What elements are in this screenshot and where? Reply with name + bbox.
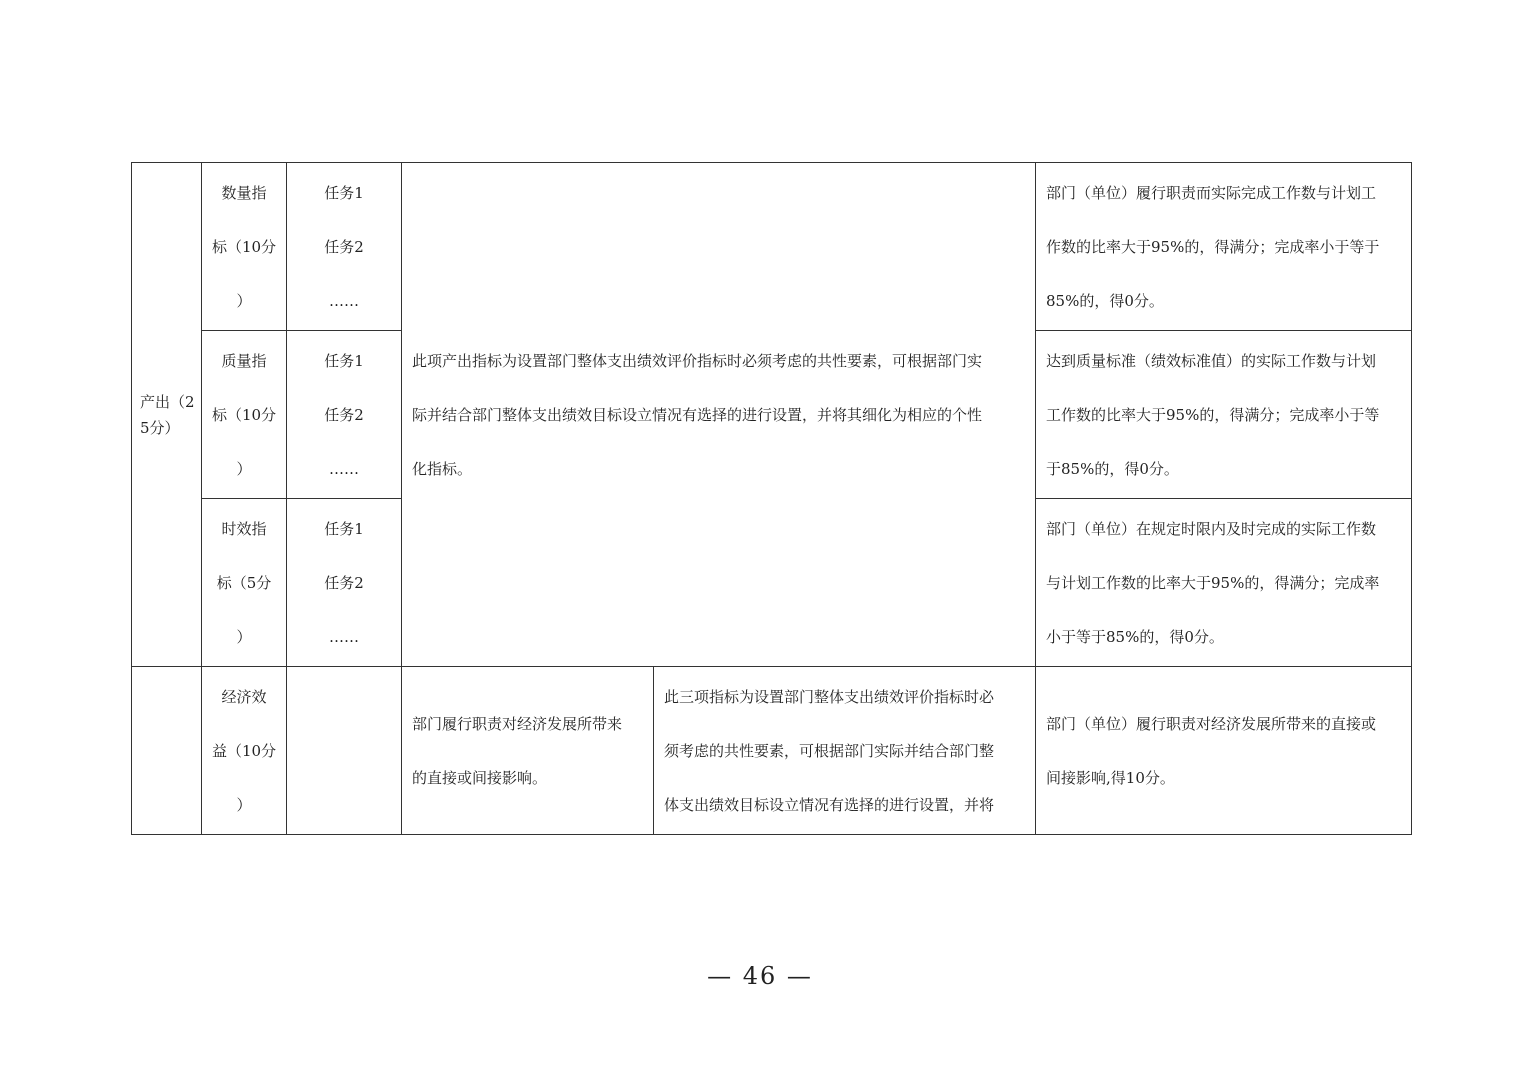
category-line: 5分） (140, 418, 180, 437)
category-line: 产出（2 (140, 392, 195, 411)
criteria-line: 工作数的比率大于95%的，得满分；完成率小于等 (1046, 405, 1380, 424)
empty-category-cell (132, 667, 202, 835)
criteria-cell (1036, 499, 1412, 667)
metric-name-cell (202, 499, 287, 667)
empty-task-cell (287, 667, 402, 835)
metric-name-line: 数量指 (221, 183, 267, 202)
task-item: 任务2 (324, 405, 364, 424)
metric-name-line: ） (236, 795, 252, 814)
metric-name-line: 益（10分 (211, 741, 277, 760)
metric-name-line: 质量指 (221, 351, 267, 370)
metric-name-line: ） (236, 291, 252, 310)
output-category-cell (132, 163, 202, 667)
task-item: 任务2 (324, 573, 364, 592)
criteria-cell (1036, 667, 1412, 835)
description-line: 此项产出指标为设置部门整体支出绩效评价指标时必须考虑的共性要素，可根据部门实 (412, 351, 983, 370)
metric-name-line: 时效指 (221, 519, 267, 538)
description-line: 须考虑的共性要素，可根据部门实际并结合部门整 (664, 741, 995, 760)
metric-name-line: 经济效 (221, 687, 267, 706)
task-item: 任务1 (324, 519, 364, 538)
task-item: 任务2 (324, 237, 364, 256)
metric-name-line: 标（5分 (216, 573, 272, 592)
criteria-line: 达到质量标准（绩效标准值）的实际工作数与计划 (1046, 351, 1377, 370)
metric-name-line: ） (236, 627, 252, 646)
criteria-line: 部门（单位）履行职责对经济发展所带来的直接或 (1046, 714, 1377, 733)
criteria-cell (1036, 331, 1412, 499)
criteria-line: 部门（单位）履行职责而实际完成工作数与计划工 (1046, 183, 1377, 202)
metric-name-cell (202, 667, 287, 835)
description-line: 化指标。 (412, 459, 473, 478)
criteria-cell (1036, 163, 1412, 331)
description-line: 体支出绩效目标设立情况有选择的进行设置，并将 (664, 795, 995, 814)
task-item: …… (329, 459, 359, 478)
definition-cell (402, 667, 654, 835)
metric-name-line: 标（10分 (211, 405, 277, 424)
description-line: 此三项指标为设置部门整体支出绩效评价指标时必 (664, 687, 995, 706)
indicator-table (131, 162, 1412, 835)
economic-description-cell (654, 667, 1036, 835)
task-item: 任务1 (324, 351, 364, 370)
metric-name-cell (202, 163, 287, 331)
definition-line: 部门履行职责对经济发展所带来 (412, 714, 623, 733)
task-cell (287, 499, 402, 667)
task-item: 任务1 (324, 183, 364, 202)
criteria-line: 部门（单位）在规定时限内及时完成的实际工作数 (1046, 519, 1377, 538)
criteria-line: 与计划工作数的比率大于95%的，得满分；完成率 (1046, 573, 1380, 592)
description-line: 际并结合部门整体支出绩效目标设立情况有选择的进行设置，并将其细化为相应的个性 (412, 405, 983, 424)
criteria-line: 85%的，得0分。 (1046, 291, 1164, 310)
task-cell (287, 163, 402, 331)
task-cell (287, 331, 402, 499)
task-item: …… (329, 627, 359, 646)
task-item: …… (329, 291, 359, 310)
table-row (132, 163, 1412, 331)
output-description-cell (402, 163, 1036, 667)
criteria-line: 作数的比率大于95%的，得满分；完成率小于等于 (1046, 237, 1380, 256)
page-number: — 46 — (707, 962, 813, 990)
criteria-line: 间接影响,得10分。 (1046, 768, 1175, 787)
table-row (132, 667, 1412, 835)
metric-name-line: 标（10分 (211, 237, 277, 256)
criteria-line: 于85%的，得0分。 (1046, 459, 1179, 478)
metric-name-line: ） (236, 459, 252, 478)
metric-name-cell (202, 331, 287, 499)
criteria-line: 小于等于85%的，得0分。 (1046, 627, 1224, 646)
definition-line: 的直接或间接影响。 (412, 768, 548, 787)
